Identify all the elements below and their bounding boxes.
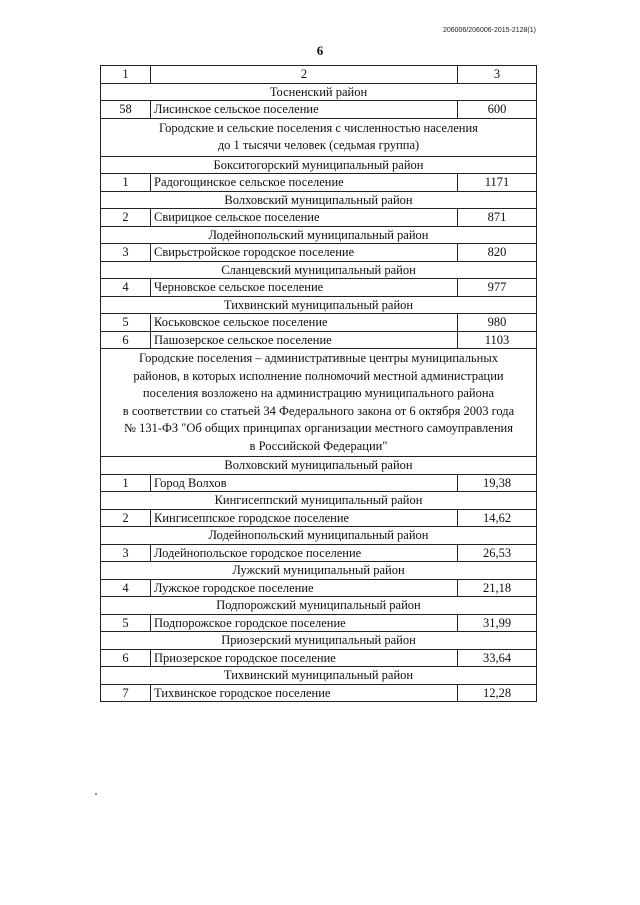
district-title: Сланцевский муниципальный район	[101, 261, 537, 279]
district-header-row	[101, 83, 537, 101]
table-row	[101, 684, 537, 702]
row-number: 1	[101, 174, 151, 192]
page-number: 6	[316, 43, 324, 58]
group-title-line: районов, в которых исполнение полномочий местной администрации	[133, 368, 504, 383]
row-number: 2	[101, 509, 151, 527]
row-number: 7	[101, 684, 151, 702]
group-title	[101, 349, 537, 457]
table-row	[101, 544, 537, 562]
table-row	[101, 244, 537, 262]
column-number: 1	[101, 66, 151, 84]
district-header-row	[101, 296, 537, 314]
row-value: 21,18	[458, 579, 537, 597]
row-number: 58	[101, 101, 151, 119]
row-number: 5	[101, 614, 151, 632]
district-header-row	[101, 261, 537, 279]
row-number: 3	[101, 244, 151, 262]
row-number: 5	[101, 314, 151, 332]
district-header-row	[101, 632, 537, 650]
row-value: 14,62	[458, 509, 537, 527]
district-title: Тосненский район	[101, 83, 537, 101]
district-title: Волховский муниципальный район	[101, 191, 537, 209]
table-row	[101, 174, 537, 192]
settlement-name: Свирицкое сельское поселение	[151, 209, 458, 227]
district-header-row	[101, 457, 537, 475]
settlement-name: Радогощинское сельское поселение	[151, 174, 458, 192]
column-number-row	[101, 66, 537, 84]
table-row	[101, 649, 537, 667]
group-header-row	[101, 349, 537, 457]
row-value: 33,64	[458, 649, 537, 667]
settlement-name: Подпорожское городское поселение	[151, 614, 458, 632]
district-title: Лужский муниципальный район	[101, 562, 537, 580]
group-title	[101, 118, 537, 156]
settlement-name: Лисинское сельское поселение	[151, 101, 458, 119]
row-number: 3	[101, 544, 151, 562]
district-title: Лодейнопольский муниципальный район	[101, 226, 537, 244]
group-title-line: Городские поселения – административные центры муниципальных	[139, 351, 498, 365]
table-row	[101, 579, 537, 597]
district-title: Кингисеппский муниципальный район	[101, 492, 537, 510]
row-number: 1	[101, 474, 151, 492]
table-row	[101, 331, 537, 349]
row-number: 4	[101, 579, 151, 597]
row-number: 4	[101, 279, 151, 297]
district-header-row	[101, 191, 537, 209]
table-row	[101, 101, 537, 119]
district-header-row	[101, 667, 537, 685]
district-header-row	[101, 226, 537, 244]
row-value: 820	[458, 244, 537, 262]
column-number: 2	[151, 66, 458, 84]
district-title: Подпорожский муниципальный район	[101, 597, 537, 615]
district-header-row	[101, 562, 537, 580]
table-row	[101, 209, 537, 227]
settlement-name: Черновское сельское поселение	[151, 279, 458, 297]
row-value: 1103	[458, 331, 537, 349]
district-header-row	[101, 156, 537, 174]
settlement-name: Лодейнопольское городское поселение	[151, 544, 458, 562]
table-row	[101, 314, 537, 332]
district-header-row	[101, 492, 537, 510]
settlement-name: Приозерское городское поселение	[151, 649, 458, 667]
row-number: 6	[101, 649, 151, 667]
row-value: 980	[458, 314, 537, 332]
group-title-line: поселения возложено на администрацию муниципального района	[142, 386, 495, 400]
district-title: Бокситогорский муниципальный район	[101, 156, 537, 174]
settlement-name: Кингисеппское городское поселение	[151, 509, 458, 527]
district-title: Тихвинский муниципальный район	[101, 667, 537, 685]
group-title-line: № 131-ФЗ "Об общих принципах организации местного самоуправления	[124, 421, 513, 435]
group-title-line: до 1 тысячи человек (седьмая группа)	[217, 138, 420, 152]
row-value: 26,53	[458, 544, 537, 562]
row-value: 600	[458, 101, 537, 119]
row-value: 1171	[458, 174, 537, 192]
settlement-name: Свирьстройское городское поселение	[151, 244, 458, 262]
settlement-name: Лужское городское поселение	[151, 579, 458, 597]
table-row	[101, 279, 537, 297]
column-number: 3	[458, 66, 537, 84]
group-title-line: Городские и сельские поселения с численностью населения	[159, 120, 478, 135]
district-header-row	[101, 527, 537, 545]
district-title: Лодейнопольский муниципальный район	[101, 527, 537, 545]
row-number: 2	[101, 209, 151, 227]
row-value: 19,38	[458, 474, 537, 492]
table-row	[101, 614, 537, 632]
row-value: 12,28	[458, 684, 537, 702]
table-row	[101, 509, 537, 527]
settlement-name: Коськовское сельское поселение	[151, 314, 458, 332]
row-value: 31,99	[458, 614, 537, 632]
group-header-row	[101, 118, 537, 156]
district-title: Волховский муниципальный район	[101, 457, 537, 475]
district-title: Тихвинский муниципальный район	[101, 296, 537, 314]
document-code: 206006/206006-2015-2128(1)	[442, 27, 536, 34]
settlements-table	[100, 65, 537, 702]
row-value: 977	[458, 279, 537, 297]
table-row	[101, 474, 537, 492]
district-title: Приозерский муниципальный район	[101, 632, 537, 650]
scan-artifact	[95, 793, 97, 795]
settlement-name: Тихвинское городское поселение	[151, 684, 458, 702]
row-number: 6	[101, 331, 151, 349]
settlement-name: Пашозерское сельское поселение	[151, 331, 458, 349]
district-header-row	[101, 597, 537, 615]
group-title-line: в Российской Федерации"	[249, 438, 388, 453]
row-value: 871	[458, 209, 537, 227]
group-title-line: в соответствии со статьей 34 Федерального закона от 6 октября 2003 года	[122, 403, 515, 418]
settlement-name: Город Волхов	[151, 474, 458, 492]
